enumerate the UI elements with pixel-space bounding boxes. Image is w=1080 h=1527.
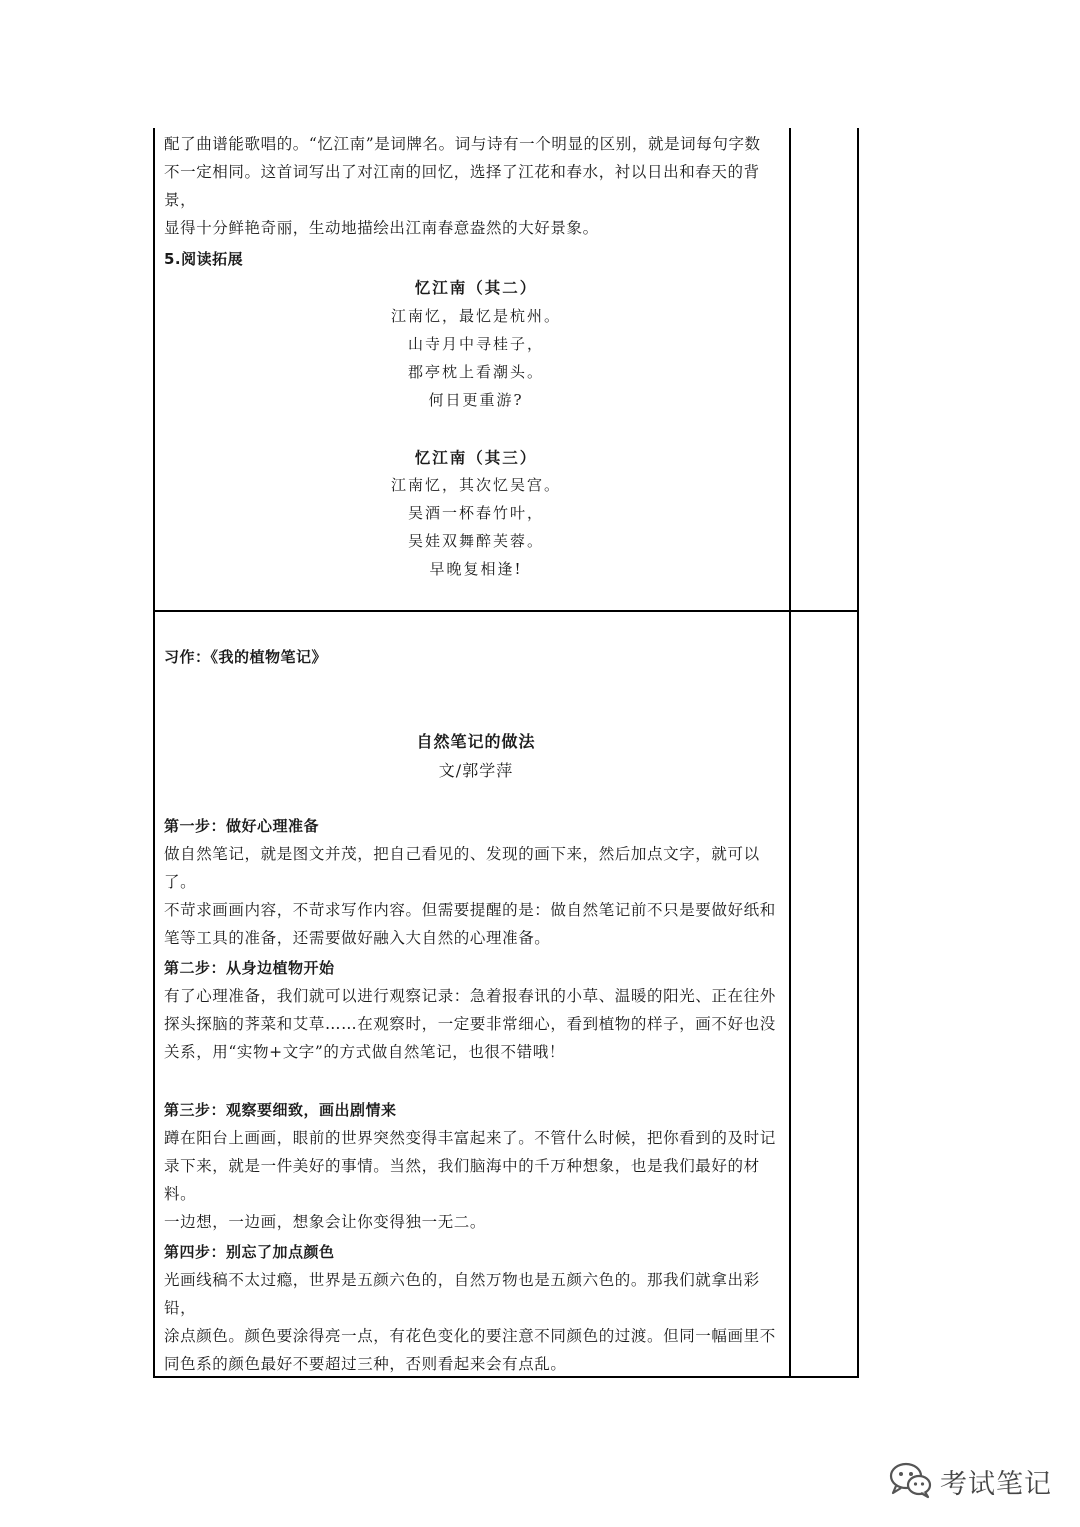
intro-paragraph <box>164 130 784 242</box>
wechat-icon <box>888 1460 934 1500</box>
text-line: 光画线稿不太过瘾，世界是五颜六色的，自然万物也是五颜六色的。那我们就拿出彩铅， <box>164 1271 760 1317</box>
table-border-left <box>153 128 155 1378</box>
text-line: 配了曲谱能歌唱的。“忆江南”是词牌名。词与诗有一个明显的区别，就是词每句字数 <box>164 135 761 153</box>
text-line: 有了心理准备，我们就可以进行观察记录：急着报春讯的小草、温暖的阳光、正在往外 <box>164 987 776 1005</box>
step-paragraph <box>164 982 784 1066</box>
poem-line: 吴酒一杯春竹叶， <box>407 504 544 522</box>
poem-line: 江南忆，最忆是杭州。 <box>390 307 561 325</box>
text-line: 同色系的颜色最好不要超过三种，否则看起来会有点乱。 <box>164 1355 567 1373</box>
poem-line: 郡亭枕上看潮头。 <box>407 363 544 381</box>
table-row-divider <box>153 610 859 612</box>
text-line: 笔等工具的准备，还需要做好融入大自然的心理准备。 <box>164 929 551 947</box>
text-line: 涂点颜色。颜色要涂得亮一点，有花色变化的要注意不同颜色的过渡。但同一幅画里不 <box>164 1327 776 1345</box>
step-paragraph <box>164 1124 784 1236</box>
step-paragraph <box>164 840 784 952</box>
article-author: 文/郭学萍 <box>438 761 514 780</box>
poem-line: 江南忆，其次忆吴宫。 <box>390 476 561 494</box>
text-line: 显得十分鲜艳奇丽，生动地描绘出江南春意盎然的大好景象。 <box>164 219 599 237</box>
poem-line: 吴娃双舞醉芙蓉。 <box>407 532 544 550</box>
step-heading: 第三步：观察要细致，画出剧情来 <box>164 1101 397 1119</box>
poem-line: 何日更重游? <box>428 391 524 409</box>
section-heading-reading-extension: 5.阅读拓展 <box>164 250 244 268</box>
step-heading: 第一步：做好心理准备 <box>164 817 320 835</box>
table-border-middle <box>789 128 791 1378</box>
article-title: 自然笔记的做法 <box>416 732 536 751</box>
text-line: 不苛求画画内容，不苛求写作内容。但需要提醒的是：做自然笔记前不只是要做好纸和 <box>164 901 776 919</box>
poem-line: 山寺月中寻桂子， <box>407 335 544 353</box>
poem-line: 早晚复相逢! <box>429 560 523 578</box>
step-heading: 第四步：别忘了加点颜色 <box>164 1243 335 1261</box>
text-line: 一边想，一边画，想象会让你变得独一无二。 <box>164 1213 487 1231</box>
text-line: 不一定相同。这首词写出了对江南的回忆，选择了江花和春水，衬以日出和春天的背景， <box>164 163 760 209</box>
text-line: 蹲在阳台上画画，眼前的世界突然变得丰富起来了。不管什么时候，把你看到的及时记 <box>164 1129 776 1147</box>
poem-title: 忆江南（其三） <box>414 449 538 467</box>
text-line: 录下来，就是一件美好的事情。当然，我们脑海中的千万种想象，也是我们最好的材料。 <box>164 1157 760 1203</box>
watermark-text: 考试笔记 <box>940 1469 1052 1500</box>
text-line: 探头探脑的荠菜和艾草……在观察时，一定要非常细心，看到植物的样子，画不好也没 <box>164 1015 776 1033</box>
watermark <box>888 1458 1058 1502</box>
table-border-right <box>857 128 859 1378</box>
poem-title: 忆江南（其二） <box>414 279 538 297</box>
step-paragraph <box>164 1266 784 1378</box>
writing-heading: 习作：《我的植物笔记》 <box>164 648 328 666</box>
step-heading: 第二步：从身边植物开始 <box>164 959 335 977</box>
text-line: 关系，用“实物+文字”的方式做自然笔记，也很不错哦！ <box>164 1043 565 1061</box>
text-line: 做自然笔记，就是图文并茂，把自己看见的、发现的画下来，然后加点文字，就可以了。 <box>164 845 760 891</box>
